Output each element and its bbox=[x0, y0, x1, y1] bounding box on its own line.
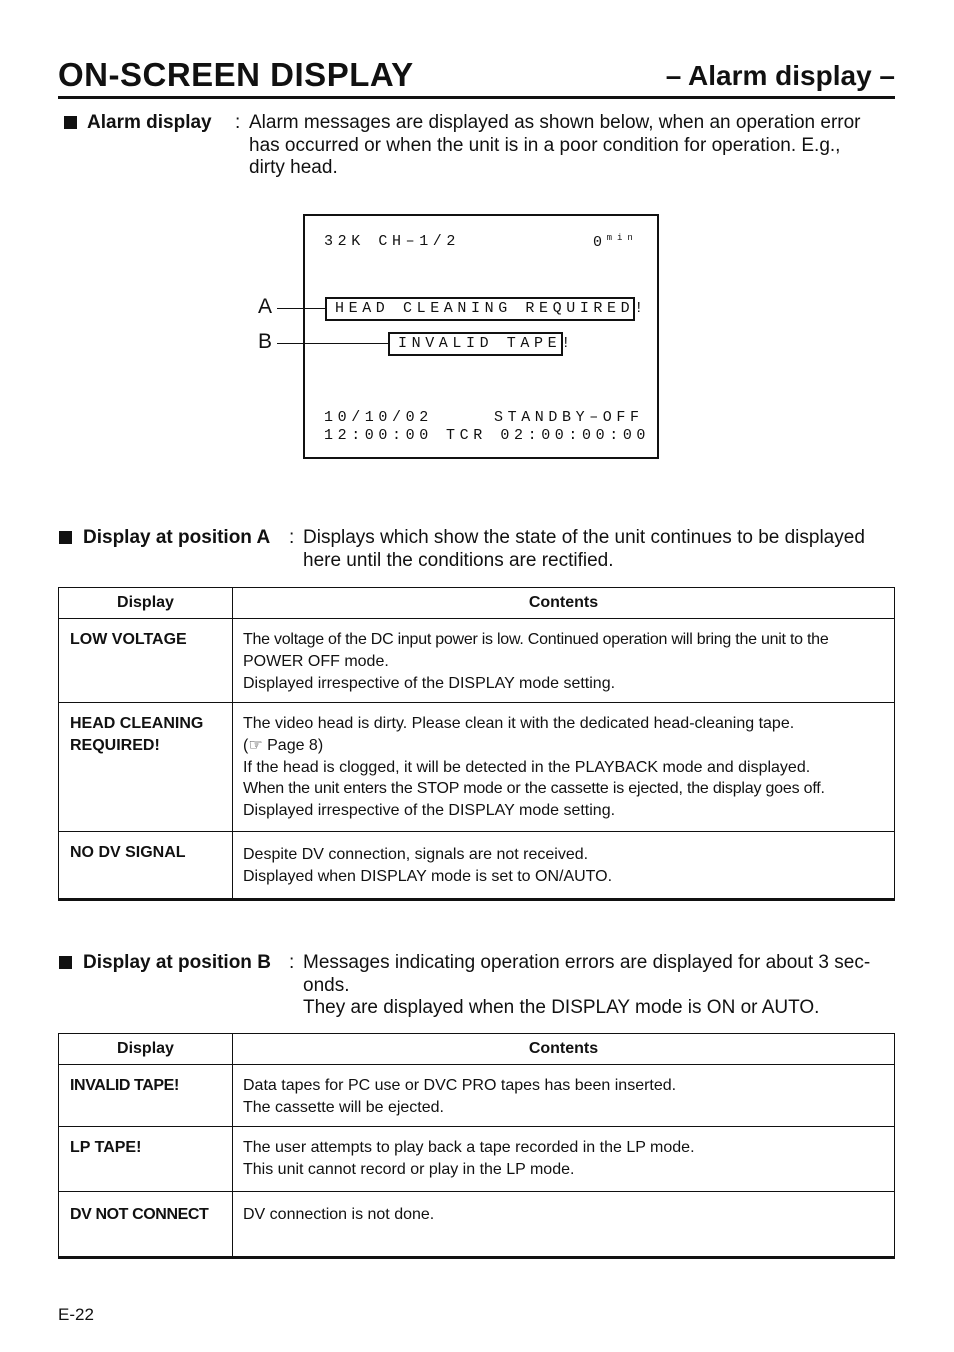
row-display-line: DV NOT CONNECT bbox=[70, 1206, 209, 1223]
table-row bbox=[59, 1192, 895, 1258]
table-row bbox=[59, 832, 895, 900]
alarm-section-label: Alarm display bbox=[87, 112, 212, 133]
table-position-a bbox=[58, 587, 895, 901]
marker-b-label: B bbox=[258, 330, 273, 353]
position-b-label: Display at position B bbox=[83, 952, 271, 973]
row-contents bbox=[233, 1127, 895, 1192]
row-contents bbox=[233, 1065, 895, 1127]
screen-counter-unit: min bbox=[606, 233, 638, 243]
row-display-line: LOW VOLTAGE bbox=[70, 631, 187, 648]
position-a-label: Display at position A bbox=[83, 527, 271, 548]
marker-a-leader bbox=[277, 308, 325, 309]
position-a-line: Displays which show the state of the unit continues to be displayed bbox=[303, 527, 865, 548]
position-a-text bbox=[303, 527, 903, 572]
row-display bbox=[59, 1127, 233, 1192]
row-contents bbox=[233, 1192, 895, 1258]
screen-standby: STANDBY–OFF bbox=[494, 409, 644, 426]
alarm-section-line: Alarm messages are displayed as shown below, when an operation error bbox=[249, 112, 861, 133]
screen-counter bbox=[593, 233, 638, 251]
screen-top-left: 32K CH–1/2 bbox=[324, 233, 461, 250]
column-header-contents: Contents bbox=[233, 1034, 895, 1065]
row-contents bbox=[233, 832, 895, 900]
row-contents-line: The voltage of the DC input power is low. Continued operation will bring the unit to the bbox=[243, 631, 829, 648]
screen-date: 10/10/02 bbox=[324, 409, 433, 426]
position-b-line: They are displayed when the DISPLAY mode is ON or AUTO. bbox=[303, 997, 820, 1018]
screen-counter-value: 0 bbox=[593, 234, 607, 251]
position-b-line: onds. bbox=[303, 974, 350, 996]
column-header-display: Display bbox=[59, 588, 233, 619]
alarm-section-bullet-wrap bbox=[64, 116, 77, 134]
square-bullet-icon bbox=[59, 531, 72, 544]
table-row bbox=[59, 703, 895, 832]
row-display bbox=[59, 1192, 233, 1258]
row-display-line: HEAD CLEANING bbox=[70, 715, 204, 732]
row-contents-line: The video head is dirty. Please clean it with the dedicated head-cleaning tape. bbox=[243, 715, 795, 732]
row-display bbox=[59, 703, 233, 832]
row-display bbox=[59, 1065, 233, 1127]
position-b-bullet-wrap bbox=[59, 956, 72, 974]
screen-alarm-b: INVALID TAPE! bbox=[388, 332, 563, 356]
alarm-section-line: dirty head. bbox=[249, 157, 338, 178]
row-contents-line: Displayed irrespective of the DISPLAY mode setting. bbox=[243, 674, 616, 692]
position-a-bullet-wrap bbox=[59, 531, 72, 549]
row-contents-line: DV connection is not done. bbox=[243, 1206, 435, 1223]
row-contents-line: The user attempts to play back a tape recorded in the LP mode. bbox=[243, 1139, 695, 1156]
row-contents bbox=[233, 703, 895, 832]
row-contents bbox=[233, 619, 895, 703]
row-contents-line: Displayed when DISPLAY mode is set to ON/AUTO. bbox=[243, 867, 613, 885]
row-contents-line: (☞ Page 8) bbox=[243, 736, 324, 754]
row-contents-line: POWER OFF mode. bbox=[243, 652, 389, 670]
page-number: E-22 bbox=[58, 1305, 94, 1324]
alarm-section-line: has occurred or when the unit is in a poor condition for operation. E.g., bbox=[249, 134, 841, 156]
marker-a-label: A bbox=[258, 295, 273, 318]
row-contents-line: Despite DV connection, signals are not received. bbox=[243, 846, 589, 863]
row-display bbox=[59, 619, 233, 703]
marker-b-leader bbox=[277, 343, 388, 344]
table-position-b bbox=[58, 1033, 895, 1259]
table-header-row bbox=[59, 588, 895, 619]
row-display bbox=[59, 832, 233, 900]
row-display-line: LP TAPE! bbox=[70, 1139, 142, 1156]
row-display-line: REQUIRED! bbox=[70, 737, 160, 754]
page-title: ON-SCREEN DISPLAY bbox=[58, 56, 414, 93]
row-contents-line: This unit cannot record or play in the LP mode. bbox=[243, 1160, 575, 1178]
row-contents-line: When the unit enters the STOP mode or the cassette is ejected, the display goes off. bbox=[243, 780, 825, 798]
row-contents-line: Data tapes for PC use or DVC PRO tapes has been inserted. bbox=[243, 1077, 677, 1094]
alarm-section-colon: : bbox=[235, 112, 241, 133]
alarm-section-text bbox=[249, 112, 899, 180]
screen-tcr: TCR 02:00:00:00 bbox=[446, 427, 651, 444]
position-b-line: Messages indicating operation errors are displayed for about 3 sec- bbox=[303, 952, 871, 973]
table-row bbox=[59, 1065, 895, 1127]
row-display-line: INVALID TAPE! bbox=[70, 1077, 179, 1094]
page-subtitle: – Alarm display – bbox=[665, 60, 895, 91]
position-a-colon: : bbox=[289, 527, 295, 548]
row-display-line: NO DV SIGNAL bbox=[70, 844, 186, 861]
square-bullet-icon bbox=[64, 116, 77, 129]
column-header-contents: Contents bbox=[233, 588, 895, 619]
row-contents-line: Displayed irrespective of the DISPLAY mode setting. bbox=[243, 802, 616, 820]
header-rule bbox=[58, 96, 895, 99]
column-header-display: Display bbox=[59, 1034, 233, 1065]
row-contents-line: If the head is clogged, it will be detected in the PLAYBACK mode and displayed. bbox=[243, 758, 811, 776]
screen-time: 12:00:00 bbox=[324, 427, 433, 444]
table-row bbox=[59, 619, 895, 703]
square-bullet-icon bbox=[59, 956, 72, 969]
position-b-text bbox=[303, 952, 903, 1020]
position-b-colon: : bbox=[289, 952, 295, 973]
position-a-line: here until the conditions are rectified. bbox=[303, 549, 614, 571]
screen-alarm-a: HEAD CLEANING REQUIRED! bbox=[325, 297, 635, 321]
row-contents-line: The cassette will be ejected. bbox=[243, 1098, 444, 1116]
table-header-row bbox=[59, 1034, 895, 1065]
table-row bbox=[59, 1127, 895, 1192]
